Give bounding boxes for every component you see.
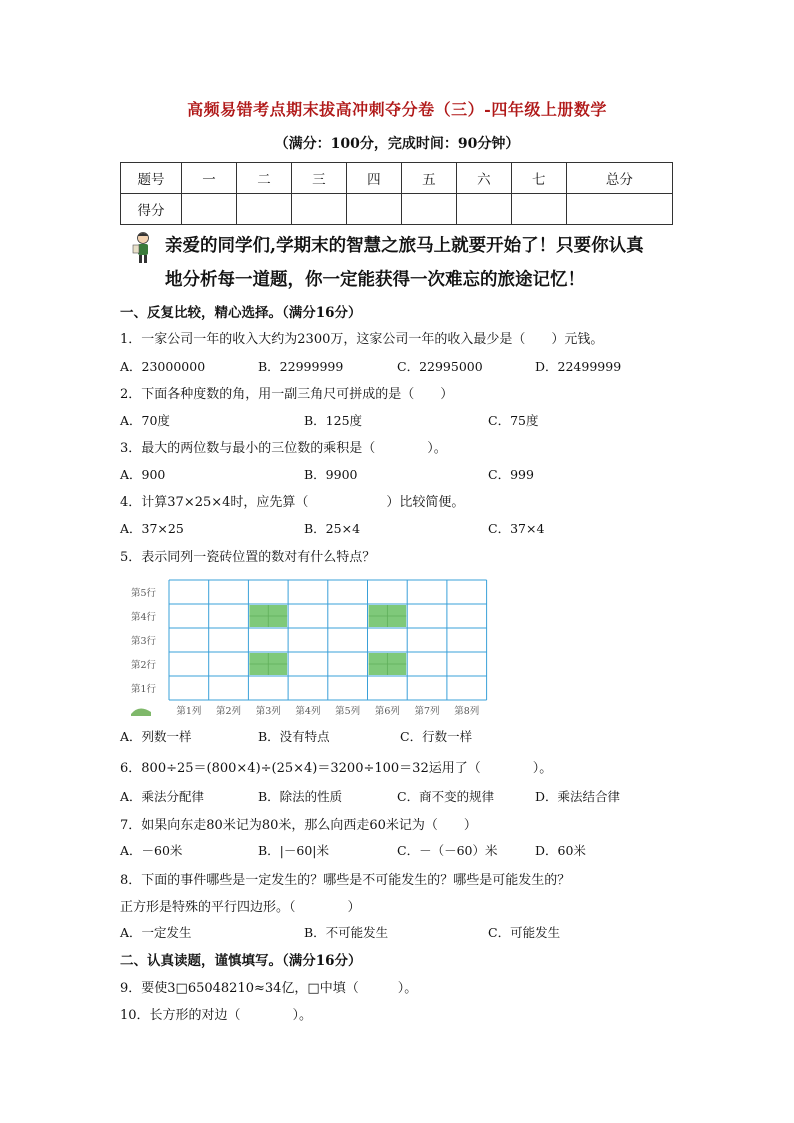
score-header-cell: 二	[236, 163, 291, 194]
question-text: 1．一家公司一年的收入大约为2300万，这家公司一年的收入最少是（ ）元钱。	[120, 332, 604, 347]
row-label: 第5行	[131, 588, 157, 599]
answer-option[interactable]: B．除法的性质	[258, 789, 343, 804]
score-table	[120, 162, 673, 225]
answer-option[interactable]: A．23000000	[120, 359, 206, 374]
column-label: 第1列	[176, 706, 202, 717]
question-text: 6．800÷25＝(800×4)÷(25×4)＝3200÷100＝32运用了（ ）。	[120, 761, 553, 776]
column-label: 第7列	[414, 706, 440, 717]
section-heading: 二、认真读题，谨慎填写。（满分16分）	[120, 953, 362, 969]
answer-option[interactable]: B．22999999	[258, 359, 344, 374]
answer-option[interactable]: A．900	[120, 467, 166, 482]
page-title: 高频易错考点期末拔高冲刺夺分卷（三）-四年级上册数学	[187, 100, 607, 119]
answer-option[interactable]: B．没有特点	[258, 729, 330, 744]
score-cell[interactable]	[401, 194, 456, 225]
answer-option[interactable]: A．70度	[120, 413, 170, 428]
score-header-cell: 三	[291, 163, 346, 194]
column-label: 第5列	[335, 706, 361, 717]
score-cell[interactable]	[456, 194, 511, 225]
answer-option[interactable]: C．999	[488, 467, 534, 482]
answer-option[interactable]: B．不可能发生	[304, 925, 389, 940]
tile-grid-svg	[129, 578, 491, 718]
question-text: 9．要使3□65048210≈34亿，□中填（ ）。	[120, 981, 418, 996]
answer-option[interactable]: D．60米	[535, 843, 586, 858]
answer-option[interactable]: A．乘法分配律	[120, 789, 205, 804]
question-text: 5．表示同列一瓷砖位置的数对有什么特点？	[120, 550, 376, 565]
question-text: 8．下面的事件哪些是一定发生的？哪些是不可能发生的？哪些是可能发生的？	[120, 873, 571, 888]
answer-option[interactable]: B．|－60|米	[258, 843, 330, 858]
column-label: 第3列	[255, 706, 281, 717]
score-header-cell: 四	[346, 163, 401, 194]
answer-option[interactable]: A．列数一样	[120, 729, 192, 744]
row-label: 第4行	[131, 612, 157, 623]
exam-info: （满分：100分，完成时间：90分钟）	[274, 136, 520, 152]
score-header-cell: 五	[401, 163, 456, 194]
answer-option[interactable]: D．22499999	[535, 359, 622, 374]
column-label: 第2列	[216, 706, 242, 717]
answer-option[interactable]: C．－（－60）米	[397, 843, 498, 858]
score-table-score-row	[121, 194, 673, 225]
answer-option[interactable]: C．可能发生	[488, 925, 561, 940]
answer-option[interactable]: D．乘法结合律	[535, 789, 621, 804]
answer-option[interactable]: C．22995000	[397, 359, 483, 374]
question-text: 3．最大的两位数与最小的三位数的乘积是（ ）。	[120, 441, 447, 456]
answer-option[interactable]: B．25×4	[304, 521, 361, 536]
question-text: 7．如果向东走80米记为80米，那么向西走60米记为（ ）	[120, 818, 477, 833]
score-header-cell: 总分	[566, 163, 672, 194]
score-cell[interactable]	[511, 194, 566, 225]
score-header-cell: 七	[511, 163, 566, 194]
score-header-cell: 一	[182, 163, 237, 194]
row-label: 第3行	[131, 636, 157, 647]
answer-option[interactable]: C．商不变的规律	[397, 789, 495, 804]
answer-option[interactable]: C．行数一样	[400, 729, 473, 744]
section-heading: 一、反复比较，精心选择。（满分16分）	[120, 305, 362, 321]
row-label: 第1行	[131, 684, 157, 695]
answer-option[interactable]: B．9900	[304, 467, 358, 482]
question-text: 4．计算37×25×4时，应先算（ ）比较简便。	[120, 495, 465, 510]
score-cell[interactable]	[291, 194, 346, 225]
answer-option[interactable]: A．37×25	[120, 521, 184, 536]
score-cell[interactable]	[182, 194, 237, 225]
intro-banner-line: 亲爱的同学们,学期末的智慧之旅马上就要开始了！只要你认真	[165, 236, 644, 256]
score-row-label: 得分	[121, 194, 182, 225]
score-table-header-row	[121, 163, 673, 194]
answer-option[interactable]: C．75度	[488, 413, 539, 428]
answer-option[interactable]: A．一定发生	[120, 925, 192, 940]
column-label: 第8列	[454, 706, 480, 717]
intro-banner-line: 地分析每一道题，你一定能获得一次难忘的旅途记忆！	[165, 270, 585, 290]
column-label: 第6列	[374, 706, 400, 717]
question-text: 10．长方形的对边（ ）。	[120, 1008, 313, 1023]
question-text: 2．下面各种度数的角，用一副三角尺可拼成的是（ ）	[120, 387, 454, 402]
question-text: 正方形是特殊的平行四边形。（ ）	[120, 900, 361, 915]
score-cell[interactable]	[236, 194, 291, 225]
student-mascot-icon	[131, 231, 155, 265]
score-header-cell: 六	[456, 163, 511, 194]
grass-decoration	[131, 708, 151, 716]
score-cell[interactable]	[346, 194, 401, 225]
answer-option[interactable]: C．37×4	[488, 521, 545, 536]
answer-option[interactable]: A．－60米	[120, 843, 183, 858]
score-header-cell: 题号	[121, 163, 182, 194]
answer-option[interactable]: B．125度	[304, 413, 363, 428]
score-cell[interactable]	[566, 194, 672, 225]
tile-grid-figure	[129, 578, 491, 718]
row-label: 第2行	[131, 660, 157, 671]
column-label: 第4列	[295, 706, 321, 717]
